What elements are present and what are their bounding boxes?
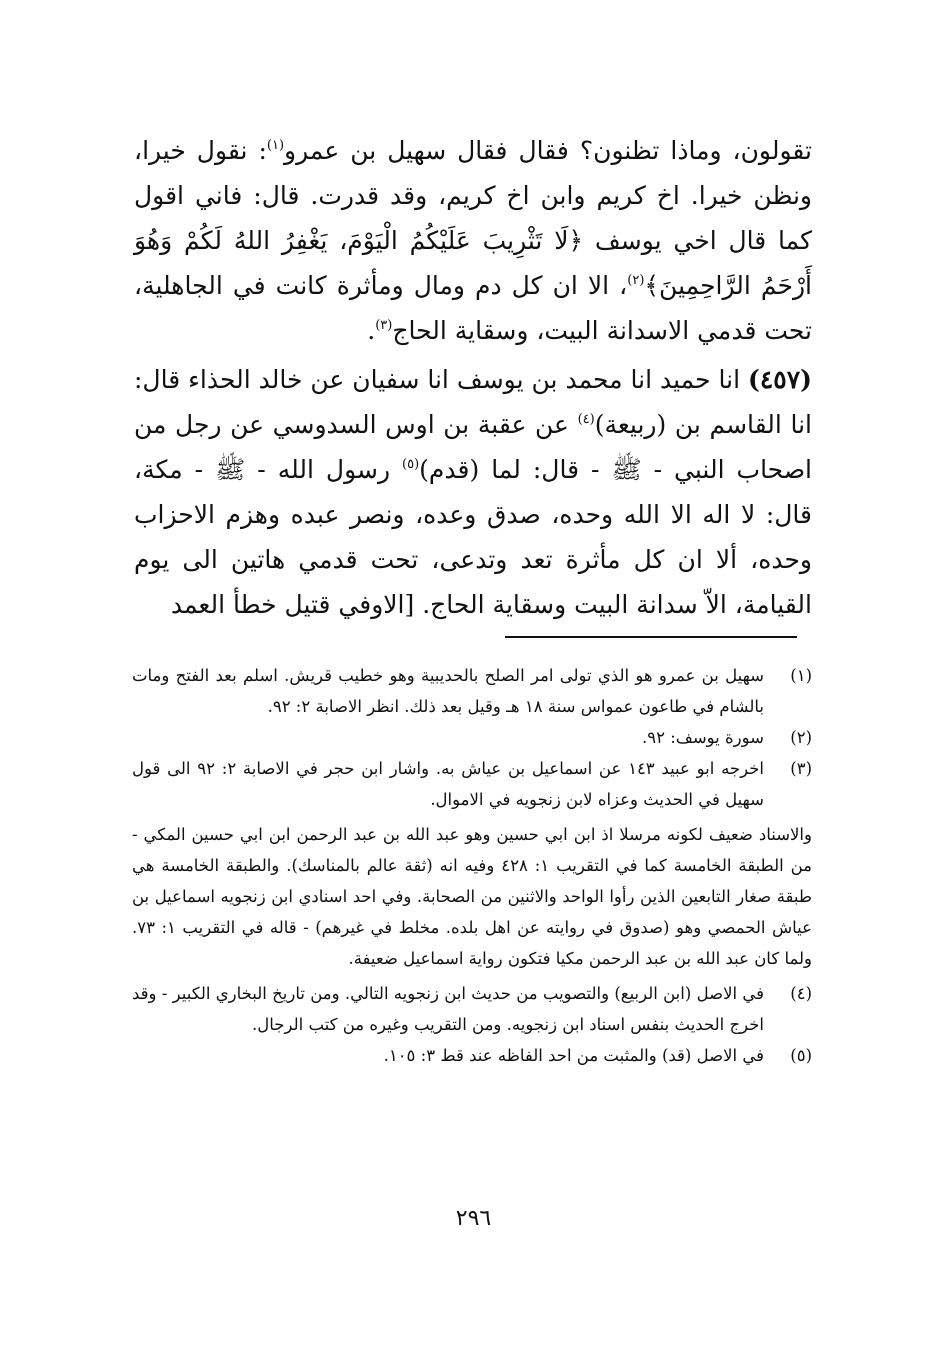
text-span: رسول الله - ﷺ - مكة، قال: لا اله الا الله وحده، صدق وعده، ونصر عبده وهزم الاحزاب وحده، ألا ان كل مأثرة تعد وتدعى، تحت قدمي هاتين الى يوم القيامة، الاّ سدانة البيت وسقاية الحاج. [الاوفي قتيل خطأ العمد (134, 455, 812, 619)
hadith-number: (٤٥٧) (748, 365, 812, 394)
text-span: عن عقبة بن اوس السدوسي عن رجل من اصحاب النبي - ﷺ - قال: لما (قدم) (134, 410, 812, 484)
footnote-ref-3[interactable]: (٣) (375, 318, 393, 333)
paragraph-1 (134, 128, 812, 353)
main-text (134, 128, 812, 627)
footnote-ref-5[interactable]: (٥) (402, 457, 420, 472)
paragraph-2 (134, 357, 812, 627)
footnote-text: سهيل بن عمرو هو الذي تولى امر الصلح بالحديبية وهو خطيب قريش. اسلم بعد الفتح ومات بالشام في طاعون عمواس سنة ١٨ هـ وقيل بعد ذلك. انظر الاصابة ٢: ٩٢. (132, 666, 764, 716)
footnote-5 (132, 1040, 812, 1071)
page-number: ٢٩٦ (455, 1206, 492, 1231)
footnote-text: في الاصل (قد) والمثبت من احد الفاظه عند قط ٣: ١٠٥. (383, 1046, 764, 1065)
footnote-number: (١) (790, 666, 812, 685)
footnote-number: (٣) (790, 759, 812, 778)
footnote-ref-4[interactable]: (٤) (577, 412, 595, 427)
footnote-2 (132, 722, 812, 753)
footnote-3 (132, 753, 812, 815)
footnotes (132, 660, 812, 1071)
text-span: تقولون، وماذا تظنون؟ فقال فقال سهيل بن عمرو (284, 136, 812, 165)
footnote-text: اخرجه ابو عبيد ١٤٣ عن اسماعيل بن عياش به. واشار ابن حجر في الاصابة ٢: ٩٢ الى قول سهيل في الحديث وعزاه لابن زنجويه في الاموال. (132, 759, 764, 809)
text-span: . (367, 316, 376, 345)
footnote-number: (٥) (790, 1046, 812, 1065)
footnote-ref-2[interactable]: (٢) (627, 273, 645, 288)
footnote-separator (505, 636, 797, 638)
footnote-text: سورة يوسف: ٩٢. (641, 728, 764, 747)
footnote-number: (٢) (790, 728, 812, 747)
text-span: : نقول خيرا، ونظن خيرا. اخ كريم وابن اخ كريم، وقد قدرت. قال: فاني اقول كما قال اخي يوسف ﴿لَا تَثْرِيبَ عَلَيْكُمُ الْيَوْمَ، يَغْفِرُ اللهُ لَكُمْ وَهُوَ أَرْحَمُ الرَّاحِمِينَ﴾ (134, 136, 812, 300)
text-span: انا حميد انا محمد بن يوسف انا سفيان عن خالد الحذاء قال: انا القاسم بن (ربيعة) (134, 365, 813, 439)
footnote-ref-1[interactable]: (١) (266, 138, 285, 153)
footnote-1 (132, 660, 812, 722)
footnote-3-continuation: والاسناد ضعيف لكونه مرسلا اذ ابن ابي حسين وهو عبد الله بن عبد الرحمن ابن ابي حسين المكي - من الطبقة الخامسة كما في التقريب ١: ٤٢٨ وفيه انه (ثقة عالم بالمناسك). والطبقة الخامسة هي طبقة صغار التابعين الذين رأوا الواحد والاثنين من الصحابة. وفي احد اسنادي ابن زنجويه اسماعيل بن عياش الحمصي وهو (صدوق في روايته عن اهل بلده. مخلط في غيرهم) - قاله في التقريب ١: ٧٣. ولما كان عبد الله بن عبد الرحمن مكيا فتكون رواية اسماعيل ضعيفة. (132, 825, 813, 968)
text-span: ، الا ان كل دم ومال ومأثرة كانت في الجاهلية، تحت قدمي الاسدانة البيت، وسقاية الحاج (134, 271, 812, 345)
footnote-text: في الاصل (ابن الربيع) والتصويب من حديث ابن زنجويه التالي. ومن تاريخ البخاري الكبير - وقد اخرج الحديث بنفس اسناد ابن زنجويه. ومن التقريب وغيره من كتب الرجال. (132, 984, 764, 1034)
footnote-number: (٤) (790, 984, 812, 1003)
footnote-4 (132, 978, 812, 1040)
